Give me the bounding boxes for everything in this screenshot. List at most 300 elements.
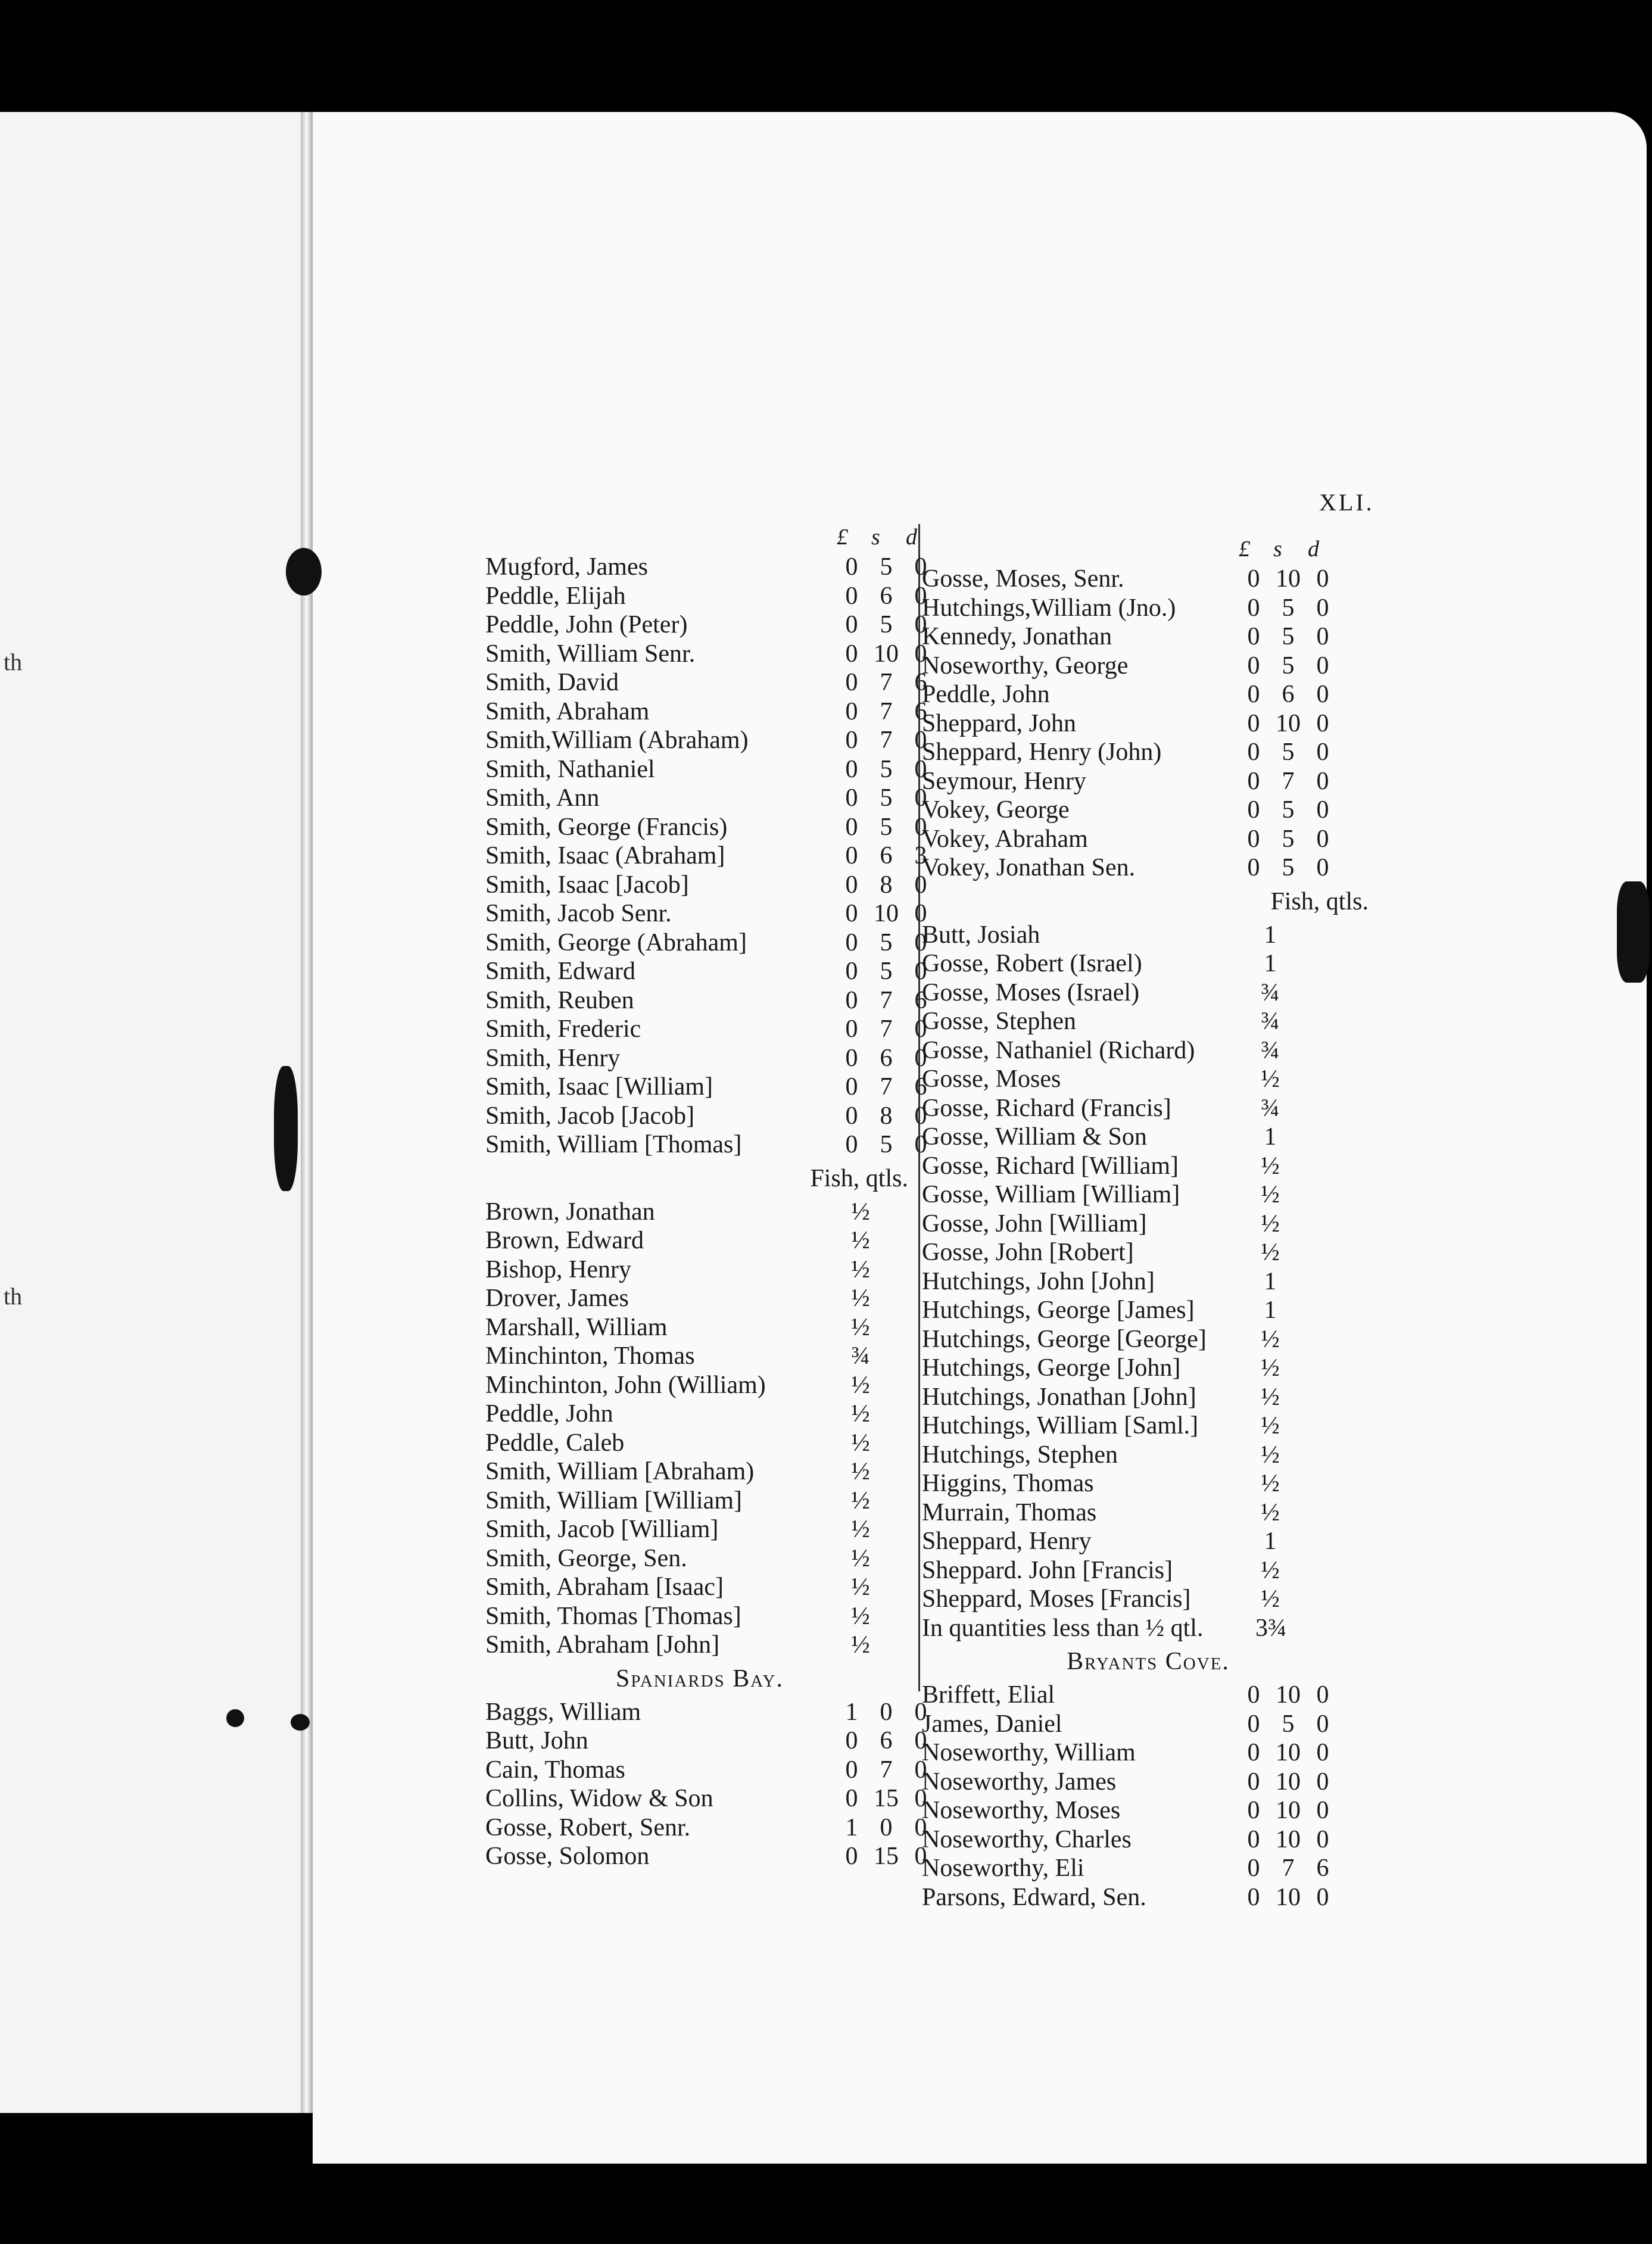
amount-shillings: 7: [880, 1756, 893, 1784]
entry-name: Vokey, Jonathan Sen.: [922, 854, 1136, 881]
entry-name: Smith, Nathaniel: [485, 755, 655, 783]
amount-pence: 0: [914, 1756, 927, 1784]
amount-pence: 0: [1316, 854, 1329, 881]
ledger-row: [485, 928, 927, 958]
amount-pence: 0: [1316, 1739, 1329, 1766]
amount-pounds: 0: [845, 1015, 858, 1043]
entry-name: Noseworthy, Moses: [922, 1797, 1121, 1824]
ledger-row: [485, 668, 927, 697]
entry-name: Noseworthy, William: [922, 1739, 1136, 1766]
ink-blot: [1617, 881, 1650, 983]
entry-name: Sheppard, John: [922, 709, 1076, 737]
amount-shillings: 10: [1276, 1681, 1301, 1709]
amount-pounds: 1: [845, 1813, 858, 1841]
fish-row: [485, 1255, 914, 1285]
ink-blot: [291, 1714, 310, 1731]
ledger-row: [485, 784, 927, 813]
amount-shillings: 5: [880, 1131, 893, 1158]
amount-pounds: 0: [845, 928, 858, 956]
entry-name: Smith, Reuben: [485, 986, 634, 1014]
entry-name: Smith,William (Abraham): [485, 727, 749, 754]
fish-row: [922, 1325, 1374, 1354]
fish-quantity: ½: [1261, 1354, 1280, 1382]
amount-pounds: 0: [845, 1727, 858, 1754]
amount-pence: 0: [914, 755, 927, 783]
entry-name: Hutchings, Stephen: [922, 1441, 1118, 1469]
ledger-row: [485, 1015, 927, 1044]
entry-name: Sheppard, Henry: [922, 1528, 1092, 1555]
left-page-fragment: th: [4, 1283, 23, 1310]
amount-pounds: 0: [1247, 854, 1260, 881]
fish-row: [922, 1556, 1374, 1585]
amount-pounds: 0: [1247, 1681, 1260, 1709]
amount-pounds: 0: [845, 871, 858, 899]
money-header: £ s d: [837, 525, 917, 550]
ledger-row: [922, 1883, 1374, 1912]
money-list: [922, 565, 1374, 883]
fish-row: [485, 1631, 914, 1660]
entry-name: Gosse, Moses: [922, 1065, 1061, 1093]
amount-pence: 0: [914, 1785, 927, 1812]
amount-pounds: 1: [845, 1698, 858, 1726]
fish-row: [922, 1585, 1374, 1614]
entry-name: Smith, Isaac [William]: [485, 1073, 713, 1101]
amount-shillings: 5: [1282, 652, 1295, 680]
fish-quantity: ½: [1261, 1412, 1280, 1439]
entry-name: Sheppard. John [Francis]: [922, 1556, 1173, 1584]
amount-pounds: 0: [845, 727, 858, 754]
amount-pence: 0: [914, 640, 927, 668]
entry-name: Smith, William [Thomas]: [485, 1131, 742, 1158]
amount-pounds: 0: [845, 1073, 858, 1101]
ledger-row: [485, 899, 927, 928]
amount-shillings: 6: [880, 582, 893, 610]
amount-shillings: 7: [880, 669, 893, 696]
left-page: [0, 112, 310, 2113]
entry-name: Peddle, John: [485, 1400, 613, 1428]
entry-name: Hutchings,William (Jno.): [922, 594, 1176, 622]
amount-pounds: 0: [845, 1843, 858, 1870]
entry-name: Gosse, Solomon: [485, 1843, 650, 1870]
entry-name: Parsons, Edward, Sen.: [922, 1883, 1146, 1911]
left-column: [485, 524, 927, 1871]
fish-quantity: ½: [851, 1400, 870, 1428]
entry-name: Gosse, Richard [William]: [922, 1152, 1179, 1180]
fish-quantity: ¾: [851, 1342, 870, 1370]
ledger-row: [485, 1784, 927, 1813]
amount-pence: 0: [914, 1843, 927, 1870]
fish-list: [485, 1198, 914, 1660]
amount-pence: 0: [914, 1044, 927, 1072]
money-header: £ s d: [1239, 537, 1319, 562]
fish-row: [485, 1429, 914, 1458]
fish-row: [922, 1152, 1374, 1181]
amount-shillings: 10: [874, 640, 899, 668]
amount-pounds: 0: [845, 1785, 858, 1812]
ledger-row: [485, 1842, 927, 1871]
entry-name: Smith, William [William]: [485, 1486, 742, 1514]
ledger-row: [922, 796, 1374, 825]
amount-shillings: 5: [880, 611, 893, 638]
entry-name: Hutchings, William [Saml.]: [922, 1412, 1199, 1439]
entry-name: Smith, Frederic: [485, 1015, 641, 1043]
entry-name: Gosse, Robert (Israel): [922, 950, 1142, 977]
fish-row: [922, 1065, 1374, 1094]
amount-pounds: 0: [845, 1102, 858, 1130]
fish-quantity: ½: [851, 1285, 870, 1312]
amount-pence: 0: [914, 1015, 927, 1043]
amount-pounds: 0: [1247, 825, 1260, 853]
fish-quantity: ¾: [1261, 1008, 1280, 1035]
amount-pounds: 0: [845, 582, 858, 610]
page-number: XLI.: [1319, 489, 1374, 516]
amount-pence: 0: [1316, 709, 1329, 737]
ledger-row: [485, 1813, 927, 1843]
entry-name: Peddle, Caleb: [485, 1429, 625, 1457]
ledger-row: [922, 680, 1374, 709]
fish-quantity: ½: [1261, 1152, 1280, 1180]
ledger-row: [922, 594, 1374, 623]
amount-pounds: 0: [845, 697, 858, 725]
fish-row: [922, 949, 1374, 978]
entry-name: Vokey, Abraham: [922, 825, 1088, 853]
section-list: [485, 1698, 927, 1871]
amount-shillings: 6: [880, 1727, 893, 1754]
fish-quantity: ½: [851, 1602, 870, 1630]
ledger-row: [922, 1825, 1374, 1855]
ledger-row: [485, 871, 927, 900]
fish-row: [922, 1441, 1374, 1470]
entry-name: Smith, Ann: [485, 784, 600, 812]
amount-shillings: 5: [1282, 1710, 1295, 1738]
fish-row: [922, 1383, 1374, 1412]
entry-name: Noseworthy, George: [922, 652, 1129, 680]
amount-shillings: 7: [880, 986, 893, 1014]
ledger-row: [485, 1756, 927, 1785]
entry-name: Hutchings, George [George]: [922, 1325, 1207, 1353]
fish-quantity: ½: [851, 1573, 870, 1601]
amount-shillings: 15: [874, 1843, 899, 1870]
entry-name: Hutchings, George [James]: [922, 1296, 1195, 1324]
fish-quantity: 1: [1264, 950, 1277, 977]
amount-pence: 0: [914, 1698, 927, 1726]
fish-row: [922, 1296, 1374, 1325]
amount-pence: 0: [1316, 738, 1329, 766]
ledger-row: [922, 1681, 1374, 1710]
amount-pence: 0: [1316, 681, 1329, 708]
ink-blot: [226, 1709, 244, 1727]
amount-pounds: 0: [845, 813, 858, 841]
entry-name: Smith, William Senr.: [485, 640, 696, 668]
fish-row: [922, 1614, 1374, 1643]
amount-pence: 0: [914, 1813, 927, 1841]
amount-pounds: 0: [1247, 1855, 1260, 1882]
amount-pence: 0: [1316, 594, 1329, 622]
amount-pence: 0: [914, 1102, 927, 1130]
fish-quantity: ¾: [1261, 1036, 1280, 1064]
fish-quantity: ½: [1261, 1556, 1280, 1584]
amount-shillings: 8: [880, 1102, 893, 1130]
entry-name: Bishop, Henry: [485, 1255, 631, 1283]
entry-name: Sheppard, Moses [Francis]: [922, 1585, 1191, 1613]
ledger-row: [485, 1130, 927, 1160]
entry-name: Hutchings, George [John]: [922, 1354, 1181, 1382]
amount-shillings: 7: [880, 1015, 893, 1043]
amount-shillings: 0: [880, 1813, 893, 1841]
amount-shillings: 5: [1282, 796, 1295, 824]
amount-pence: 0: [914, 813, 927, 841]
fish-row: [485, 1457, 914, 1486]
fish-quantity: ½: [851, 1227, 870, 1254]
amount-pence: 0: [1316, 1825, 1329, 1853]
ledger-row: [922, 1738, 1374, 1768]
amount-pence: 0: [1316, 796, 1329, 824]
amount-pence: 6: [914, 1073, 927, 1101]
entry-name: Noseworthy, Charles: [922, 1825, 1132, 1853]
amount-pounds: 0: [845, 784, 858, 812]
amount-shillings: 0: [880, 1698, 893, 1726]
entry-name: Smith, William [Abraham): [485, 1458, 755, 1485]
fish-header: Fish, qtls.: [810, 1164, 908, 1192]
amount-pence: 0: [914, 582, 927, 610]
entry-name: Brown, Edward: [485, 1227, 644, 1254]
entry-name: Drover, James: [485, 1285, 629, 1312]
amount-pence: 6: [914, 986, 927, 1014]
amount-shillings: 5: [1282, 854, 1295, 881]
entry-name: Gosse, Robert, Senr.: [485, 1813, 691, 1841]
entry-name: Smith, Jacob [William]: [485, 1516, 719, 1543]
entry-name: Gosse, William [William]: [922, 1181, 1180, 1208]
ledger-row: [922, 622, 1374, 652]
entry-name: Gosse, Nathaniel (Richard): [922, 1036, 1195, 1064]
amount-shillings: 8: [880, 871, 893, 899]
fish-row: [485, 1515, 914, 1544]
entry-name: Brown, Jonathan: [485, 1198, 655, 1226]
amount-shillings: 7: [880, 727, 893, 754]
amount-pence: 0: [914, 900, 927, 927]
amount-pounds: 0: [1247, 738, 1260, 766]
entry-name: Gosse, Moses, Senr.: [922, 565, 1124, 593]
entry-name: Marshall, William: [485, 1313, 668, 1341]
amount-pence: 0: [914, 958, 927, 985]
entry-name: Smith, Edward: [485, 958, 635, 985]
fish-row: [922, 1094, 1374, 1123]
fish-quantity: 1: [1264, 1123, 1277, 1151]
amount-shillings: 5: [1282, 594, 1295, 622]
amount-pence: 0: [1316, 1681, 1329, 1709]
fish-quantity: ½: [1261, 1470, 1280, 1497]
fish-row: [922, 1354, 1374, 1383]
amount-shillings: 5: [1282, 623, 1295, 650]
ledger-row: [485, 1102, 927, 1131]
amount-shillings: 6: [880, 842, 893, 869]
amount-pounds: 0: [845, 958, 858, 985]
fish-quantity: 1: [1264, 921, 1277, 949]
amount-pence: 6: [1316, 1855, 1329, 1882]
fish-quantity: ½: [1261, 1498, 1280, 1526]
amount-shillings: 5: [880, 784, 893, 812]
ledger-row: [485, 553, 927, 582]
amount-pence: 0: [1316, 565, 1329, 593]
fish-quantity: ½: [1261, 1065, 1280, 1093]
fish-quantity: ½: [851, 1631, 870, 1659]
ledger-row: [922, 1796, 1374, 1825]
amount-shillings: 15: [874, 1785, 899, 1812]
ledger-row: [485, 986, 927, 1015]
amount-pence: 0: [914, 611, 927, 638]
entry-name: Noseworthy, Eli: [922, 1855, 1084, 1882]
ledger-row: [485, 813, 927, 842]
left-page-fragment: th: [4, 649, 23, 675]
fish-quantity: ½: [1261, 1239, 1280, 1266]
amount-shillings: 10: [1276, 1883, 1301, 1911]
fish-row: [922, 1036, 1374, 1065]
ledger-row: [485, 726, 927, 755]
fish-row: [922, 1498, 1374, 1528]
fish-row: [485, 1284, 914, 1313]
ledger-row: [485, 957, 927, 986]
amount-pence: 0: [1316, 1710, 1329, 1738]
ledger-row: [922, 1854, 1374, 1883]
entry-name: Higgins, Thomas: [922, 1470, 1094, 1497]
fish-quantity: ½: [1261, 1585, 1280, 1613]
entry-name: Hutchings, Jonathan [John]: [922, 1383, 1196, 1411]
amount-pounds: 0: [1247, 1739, 1260, 1766]
amount-shillings: 5: [880, 755, 893, 783]
ledger-row: [485, 582, 927, 611]
fish-quantity: ½: [851, 1313, 870, 1341]
fish-header: Fish, qtls.: [1270, 887, 1369, 915]
entry-name: Smith, David: [485, 669, 619, 696]
amount-pounds: 0: [845, 640, 858, 668]
fish-quantity: ½: [851, 1516, 870, 1543]
entry-name: Noseworthy, James: [922, 1768, 1117, 1796]
entry-name: Smith, Jacob Senr.: [485, 900, 672, 927]
fish-quantity: 1: [1264, 1296, 1277, 1324]
entry-name: Smith, Abraham [John]: [485, 1631, 720, 1659]
fish-row: [485, 1342, 914, 1371]
amount-pounds: 0: [1247, 796, 1260, 824]
fish-quantity: ½: [851, 1544, 870, 1572]
fish-row: [485, 1400, 914, 1429]
fish-row: [922, 1210, 1374, 1239]
entry-name: Gosse, Stephen: [922, 1008, 1076, 1035]
ledger-row: [485, 1698, 927, 1727]
entry-name: Smith, Isaac [Jacob]: [485, 871, 689, 899]
amount-shillings: 5: [880, 958, 893, 985]
fish-row: [485, 1226, 914, 1255]
ledger-row: [485, 1044, 927, 1073]
fish-row: [922, 1007, 1374, 1036]
right-column: [922, 536, 1374, 1912]
fish-quantity: 1: [1264, 1528, 1277, 1555]
amount-pence: 0: [1316, 1768, 1329, 1796]
amount-shillings: 6: [880, 1044, 893, 1072]
ledger-row: [922, 825, 1374, 854]
amount-pence: 6: [914, 669, 927, 696]
ledger-row: [485, 842, 927, 871]
amount-pence: 0: [1316, 1883, 1329, 1911]
entry-name: Gosse, Moses (Israel): [922, 978, 1140, 1006]
entry-name: Gosse, William & Son: [922, 1123, 1147, 1151]
amount-pounds: 0: [1247, 1883, 1260, 1911]
amount-pounds: 0: [1247, 565, 1260, 593]
amount-pence: 0: [914, 1131, 927, 1158]
ledger-row: [922, 1710, 1374, 1739]
amount-pounds: 0: [1247, 623, 1260, 650]
ink-blot: [274, 1066, 298, 1191]
fish-quantity: ½: [851, 1371, 870, 1399]
fish-quantity: ½: [1261, 1210, 1280, 1238]
entry-name: In quantities less than ½ qtl.: [922, 1614, 1204, 1642]
amount-shillings: 5: [880, 553, 893, 581]
ledger-row: [922, 709, 1374, 738]
amount-shillings: 5: [880, 928, 893, 956]
amount-pence: 0: [914, 784, 927, 812]
ledger-row: [922, 565, 1374, 594]
ledger-row: [922, 738, 1374, 767]
entry-name: Smith, George, Sen.: [485, 1544, 687, 1572]
fish-row: [922, 1238, 1374, 1267]
entry-name: Smith, Abraham: [485, 697, 650, 725]
amount-pounds: 0: [1247, 1768, 1260, 1796]
ledger-row: [485, 697, 927, 727]
ledger-row: [922, 1768, 1374, 1797]
ledger-row: [485, 1726, 927, 1756]
amount-shillings: 6: [1282, 681, 1295, 708]
amount-pounds: 0: [845, 986, 858, 1014]
amount-pounds: 0: [1247, 594, 1260, 622]
entry-name: Smith, Henry: [485, 1044, 621, 1072]
entry-name: Kennedy, Jonathan: [922, 623, 1112, 650]
fish-row: [922, 1267, 1374, 1296]
ledger-row: [485, 640, 927, 669]
amount-pounds: 0: [845, 1756, 858, 1784]
amount-pence: 0: [914, 871, 927, 899]
entry-name: Gosse, Richard (Francis]: [922, 1094, 1171, 1122]
entry-name: Peddle, Elijah: [485, 582, 626, 610]
entry-name: Smith, Thomas [Thomas]: [485, 1602, 741, 1630]
amount-pounds: 0: [1247, 652, 1260, 680]
amount-pence: 6: [914, 697, 927, 725]
amount-shillings: 10: [1276, 1768, 1301, 1796]
fish-row: [485, 1198, 914, 1227]
amount-pounds: 0: [1247, 709, 1260, 737]
amount-pence: 0: [1316, 767, 1329, 795]
entry-name: Peddle, John: [922, 681, 1050, 708]
amount-pounds: 0: [1247, 1825, 1260, 1853]
amount-pounds: 0: [845, 611, 858, 638]
entry-name: Gosse, John [Robert]: [922, 1239, 1134, 1266]
amount-shillings: 5: [1282, 738, 1295, 766]
entry-name: Butt, Josiah: [922, 921, 1040, 949]
fish-row: [922, 921, 1374, 950]
fish-row: [922, 1123, 1374, 1152]
amount-pounds: 0: [845, 900, 858, 927]
fish-quantity: ¾: [1261, 1094, 1280, 1122]
entry-name: Peddle, John (Peter): [485, 611, 688, 638]
fish-row: [485, 1313, 914, 1342]
entry-name: Butt, John: [485, 1727, 588, 1754]
amount-shillings: 7: [880, 1073, 893, 1101]
entry-name: Smith, George (Abraham]: [485, 928, 747, 956]
amount-shillings: 7: [1282, 767, 1295, 795]
amount-shillings: 10: [1276, 709, 1301, 737]
amount-pounds: 0: [845, 1131, 858, 1158]
amount-shillings: 10: [1276, 565, 1301, 593]
amount-pence: 0: [1316, 825, 1329, 853]
fish-row: [922, 1527, 1374, 1556]
